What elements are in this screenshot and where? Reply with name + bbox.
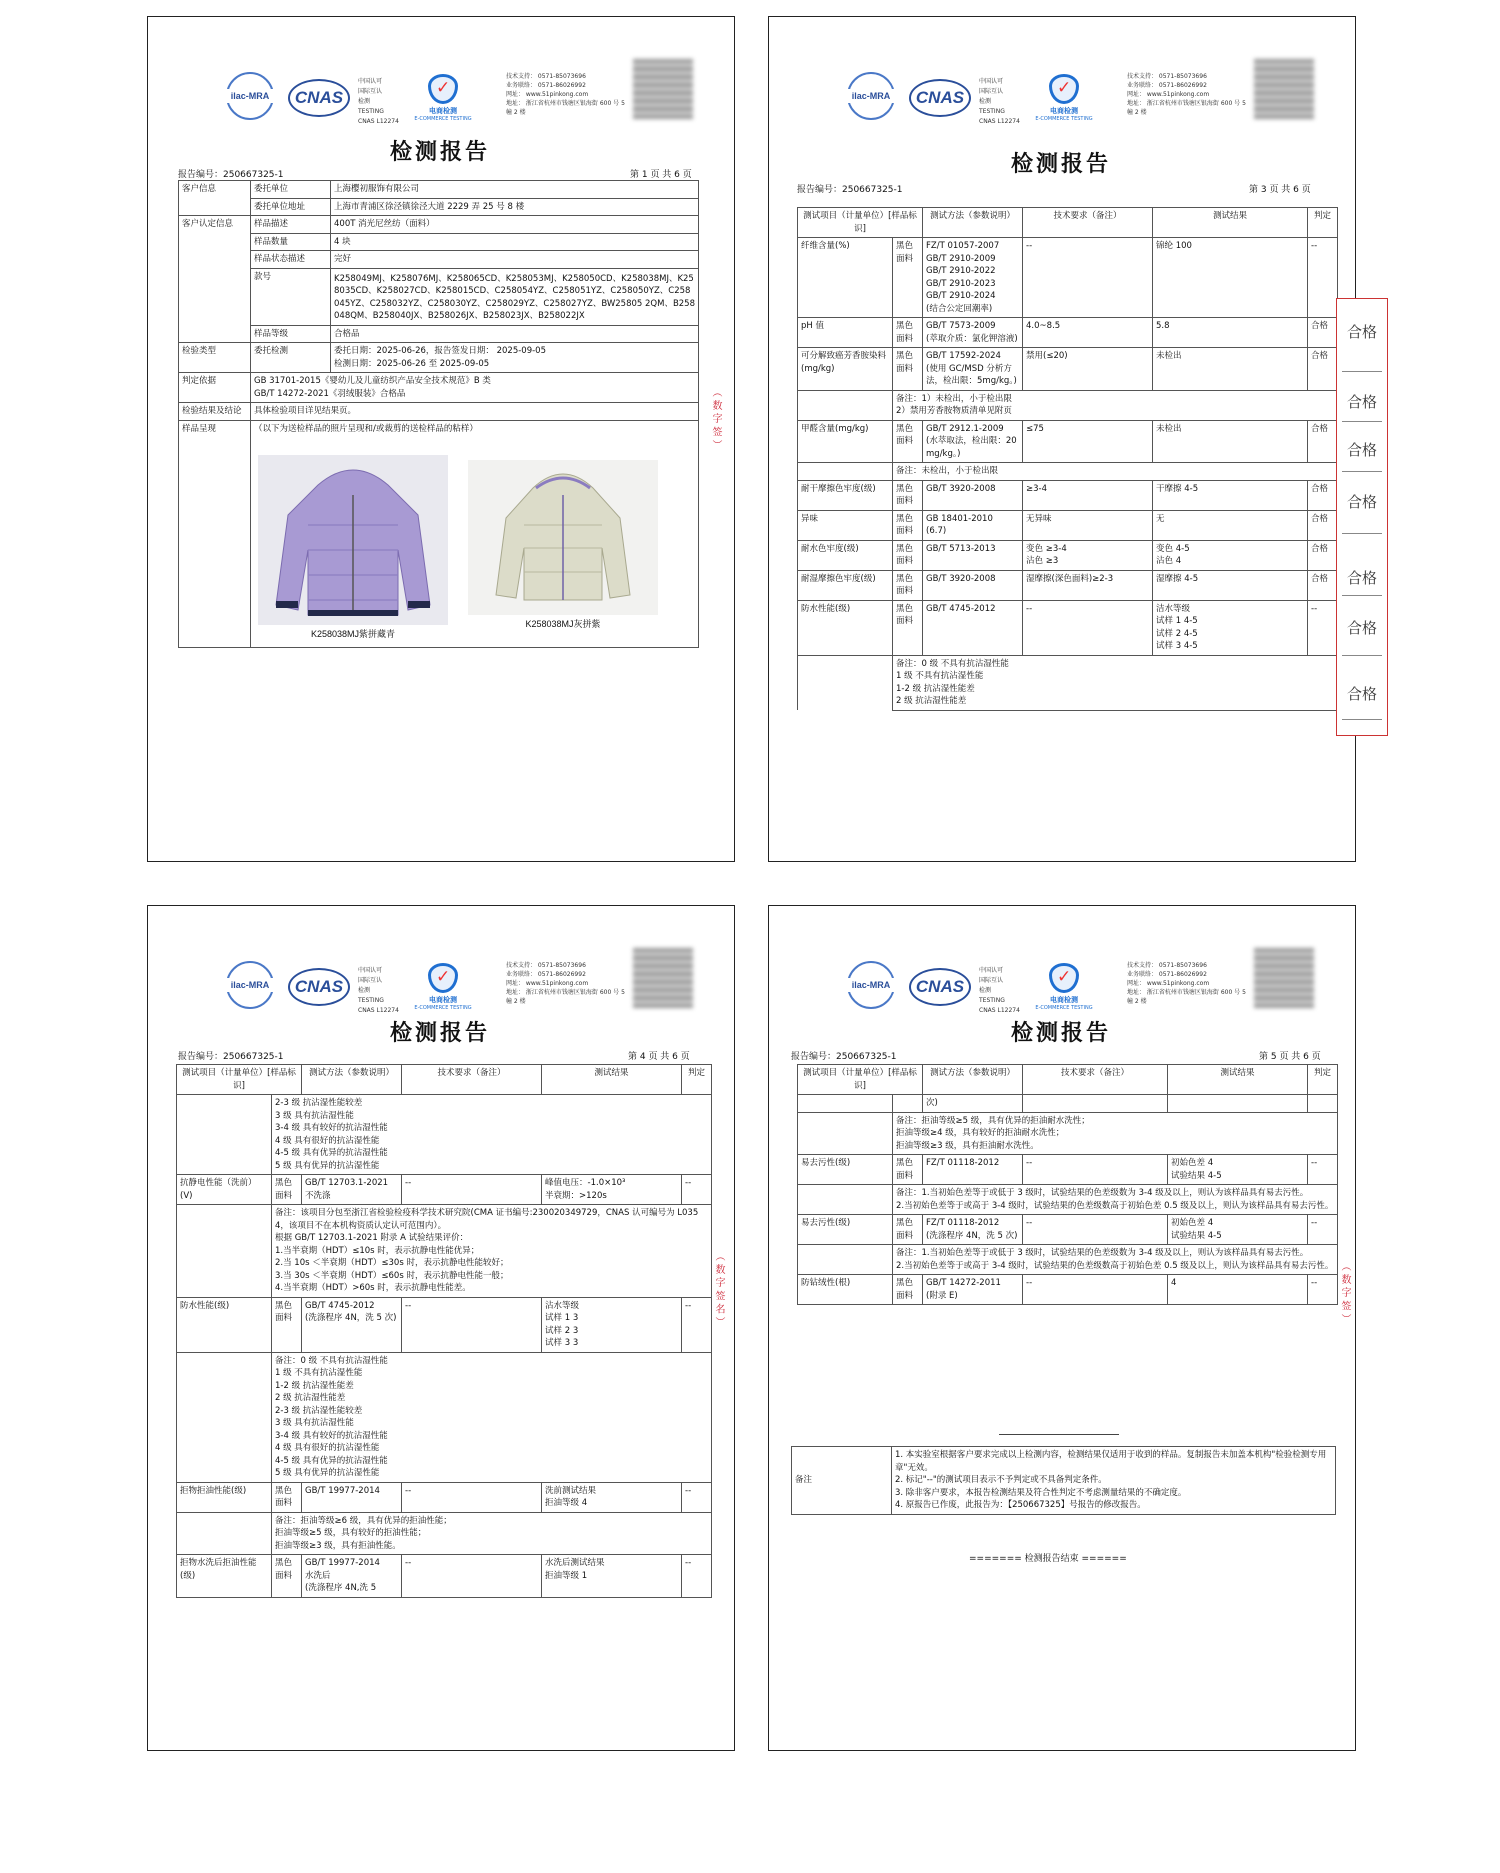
table-note: 备注：1.当初始色差等于或低于 3 级时，试验结果的色差级数为 3-4 级及以上，则认为该样品具有易去污性。 2.当初始色差等于或高于 3-4 级时，试验结果的色差级数高于初始色差 0.5 级及以上，则认为该样品具有易去污性。 [893, 1185, 1338, 1215]
row-label [179, 198, 251, 216]
cell-method: GB/T 4745-2012 [923, 600, 1023, 655]
report-page-5 [768, 905, 1356, 1751]
test-results-table [797, 207, 1338, 711]
cell-judge [1308, 1095, 1338, 1113]
cell-item: 防钻绒性(根) [798, 1275, 893, 1305]
digital-signature-mark: （ 数 字 签 ） [1339, 1261, 1350, 1324]
table-row [798, 390, 1338, 420]
photo-caption: K258038MJ紫拼藏青 [310, 629, 396, 639]
cell-req: 无异味 [1023, 510, 1153, 540]
table-header-row [798, 208, 1338, 238]
cell-judge: 合格 [1308, 348, 1338, 391]
cell-result: 洁水等级 试样 1 4-5 试样 2 4-5 试样 3 4-5 [1153, 600, 1308, 655]
table-note: 备注：未检出，小于检出限 [893, 463, 1338, 481]
cell-judge: 合格 [1308, 510, 1338, 540]
cell-result: 水洗后测试结果 拒油等级 1 [542, 1555, 682, 1598]
cell-result: 变色 4-5 沾色 4 [1153, 540, 1308, 570]
shield-check-icon [1049, 963, 1079, 993]
table-row [177, 1352, 712, 1482]
row-label: 判定依据 [179, 373, 251, 403]
cell-req: -- [1023, 600, 1153, 655]
note-spacer [177, 1352, 272, 1482]
row-value: 完好 [331, 251, 699, 269]
ecommerce-testing-logo-icon: ✓ 电商检测 E-COMMERCE TESTING [413, 74, 473, 122]
contact-info: 技术支持： 0571-85073696 业务联络： 0571-86026992 网址： www.51pinkong.com 地址： 浙江省杭州市钱塘区银海街 600 号 5 幢 2 楼 [1127, 73, 1246, 116]
table-row [798, 655, 1338, 710]
table-note: 2-3 级 抗沾湿性能较差 3 级 具有抗沾湿性能 3-4 级 具有较好的抗沾湿性能 4 级 具有很好的抗沾湿性能 4-5 级 具有优异的抗沾湿性能 5 级 具有优异的抗沾湿性能 [272, 1095, 712, 1175]
cell-method: GB/T 2912.1-2009 (水萃取法，检出限：20mg/kg。) [923, 420, 1023, 463]
cell-req: -- [1023, 1215, 1168, 1245]
report-number: 报告编号：250667325-1 [797, 185, 903, 195]
table-row [798, 348, 1338, 391]
cell-item: 耐湿摩擦色牢度(级) [798, 570, 893, 600]
table-row [798, 570, 1338, 600]
cell-item: 拒物水洗后拒油性能(级) [177, 1555, 272, 1598]
sample-photo-purple [258, 455, 448, 640]
table-row [798, 1095, 1338, 1113]
cell-result: 湿摩擦 4-5 [1153, 570, 1308, 600]
report-title: 检测报告 [1011, 151, 1112, 177]
note-spacer [798, 655, 893, 710]
report-page-4 [147, 905, 735, 1751]
table-row [798, 1112, 1338, 1155]
column-header: 判定 [1308, 208, 1338, 238]
qr-code-icon [633, 948, 693, 1008]
divider [999, 1434, 1119, 1435]
table-row [177, 1555, 712, 1598]
test-results-table [797, 1064, 1338, 1305]
page-number: 第 3 页 共 6 页 [1249, 185, 1311, 195]
cnas-cert-text: 中国认可 国际互认 检测 TESTING CNAS L12274 [979, 78, 1020, 125]
cnas-cert-text: 中国认可 国际互认 检测 TESTING CNAS L12274 [979, 967, 1020, 1014]
cell-method: FZ/T 01118-2012 (洗涤程序 4N，洗 5 次) [923, 1215, 1023, 1245]
report-number: 报告编号：250667325-1 [791, 1052, 897, 1062]
divider [1342, 655, 1382, 656]
cell-result [1168, 1095, 1308, 1113]
sample-photo-grey [468, 460, 658, 630]
table-row [177, 1095, 712, 1175]
cnas-logo-icon: CNAS [909, 968, 971, 1006]
table-row [179, 181, 699, 199]
cell-method: GB/T 4745-2012 (洗涤程序 4N，洗 5 次) [302, 1297, 402, 1352]
table-row [798, 510, 1338, 540]
ecommerce-testing-logo-icon: ✓ 电商检测 E-COMMERCE TESTING [1034, 74, 1094, 122]
cell-result: 5.8 [1153, 318, 1308, 348]
qualified-label: 合格 [1346, 685, 1377, 703]
divider [1342, 533, 1382, 534]
ecommerce-testing-logo-icon: ✓ 电商检测 E-COMMERCE TESTING [413, 963, 473, 1011]
table-row [179, 198, 699, 216]
table-row [798, 463, 1338, 481]
row-field: 委托单位地址 [251, 198, 331, 216]
table-note: 备注：0 级 不具有抗沾湿性能 1 级 不具有抗沾湿性能 1-2 级 抗沾湿性能差 2 级 抗沾湿性能差 2-3 级 抗沾湿性能较差 3 级 具有抗沾湿性能 3-4 级 具有较好的抗沾湿性能 4 级 具有很好的抗沾湿性能 4-5 级 具有优异的抗沾湿性能 5 级 具有优异的抗沾湿性能 [272, 1352, 712, 1482]
row-value: （以下为送检样品的照片呈现和/或裁剪的送检样品的粘样） K258038MJ紫拼藏青 K258038MJ灰拼紫 [251, 420, 699, 648]
cnas-cert-text: 中国认可 国际互认 检测 TESTING CNAS L12274 [358, 967, 399, 1014]
row-label: 样品呈现 [179, 420, 251, 648]
row-label [179, 268, 251, 325]
cell-req: -- [402, 1482, 542, 1512]
row-field: 委托检测 [251, 343, 331, 373]
column-header: 测试项目（计量单位）[样品标识] [177, 1065, 302, 1095]
table-row [798, 1275, 1338, 1305]
cell-result: 干摩擦 4-5 [1153, 480, 1308, 510]
cell-method: 次) [923, 1095, 1023, 1113]
cell-judge: -- [682, 1175, 712, 1205]
table-row [177, 1205, 712, 1298]
row-value: 400T 消光尼丝纺（面料） [331, 216, 699, 234]
note-spacer [177, 1095, 272, 1175]
column-header: 测试结果 [1168, 1065, 1308, 1095]
column-header: 测试项目（计量单位）[样品标识] [798, 208, 923, 238]
cell-sample: 黑色面料 [893, 480, 923, 510]
table-row [177, 1297, 712, 1352]
table-note: 备注：1.当初始色差等于或低于 3 级时，试验结果的色差级数为 3-4 级及以上，则认为该样品具有易去污性。 2.当初始色差等于或高于 3-4 级时，试验结果的色差级数高于初始色差 0.5 级及以上，则认为该样品具有易去污性。 [893, 1245, 1338, 1275]
table-row [179, 233, 699, 251]
note-spacer [798, 1245, 893, 1275]
cell-sample [893, 1095, 923, 1113]
page-number: 第 5 页 共 6 页 [1259, 1052, 1321, 1062]
cell-method: GB/T 17592-2024 (使用 GC/MSD 分析方法，检出限：5mg/kg。) [923, 348, 1023, 391]
row-value: 上海樱初服饰有限公司 [331, 181, 699, 199]
report-number: 报告编号：250667325-1 [178, 1052, 284, 1062]
cell-method: GB/T 14272-2011 (附录 E) [923, 1275, 1023, 1305]
row-field: 委托单位 [251, 181, 331, 199]
cell-method: GB/T 3920-2008 [923, 570, 1023, 600]
cell-sample: 黑色面料 [893, 540, 923, 570]
cell-judge: -- [682, 1555, 712, 1598]
sample-photos [254, 445, 695, 645]
contact-info: 技术支持： 0571-85073696 业务联络： 0571-86026992 网址： www.51pinkong.com 地址： 浙江省杭州市钱塘区银海街 600 号 5 幢 2 楼 [506, 962, 625, 1005]
qualified-label: 合格 [1346, 493, 1377, 511]
cell-method: GB/T 19977-2014 [302, 1482, 402, 1512]
table-row [179, 216, 699, 234]
cell-item: 异味 [798, 510, 893, 540]
column-header: 判定 [682, 1065, 712, 1095]
column-header: 判定 [1308, 1065, 1338, 1095]
cnas-logo-icon: CNAS [288, 968, 350, 1006]
cell-judge: 合格 [1308, 420, 1338, 463]
report-page-1 [147, 16, 735, 862]
row-label: 客户认定信息 [179, 216, 251, 234]
digital-signature-mark: （ 数 字 签 名 ） [713, 1251, 724, 1327]
cell-judge: -- [1308, 1155, 1338, 1185]
row-label [179, 233, 251, 251]
table-row [798, 1245, 1338, 1275]
cell-result: 初始色差 4 试验结果 4-5 [1168, 1215, 1308, 1245]
column-header: 测试项目（计量单位）[样品标识] [798, 1065, 923, 1095]
column-header: 测试结果 [1153, 208, 1308, 238]
divider [1342, 719, 1382, 720]
cell-item: 拒物拒油性能(级) [177, 1482, 272, 1512]
divider [1342, 371, 1382, 372]
cell-judge: -- [682, 1482, 712, 1512]
row-label [179, 251, 251, 269]
cell-item: 甲醛含量(mg/kg) [798, 420, 893, 463]
cell-sample: 黑色面料 [893, 318, 923, 348]
shield-check-icon [428, 963, 458, 993]
table-row [177, 1512, 712, 1555]
ilac-logo-icon: ilac-MRA [226, 72, 274, 120]
cell-req: -- [1023, 238, 1153, 318]
table-header-row [177, 1065, 712, 1095]
cell-sample: 黑色面料 [272, 1297, 302, 1352]
cell-sample: 黑色面料 [272, 1555, 302, 1598]
divider [1342, 595, 1382, 596]
cell-result: 洗前测试结果 拒油等级 4 [542, 1482, 682, 1512]
cell-judge: 合格 [1308, 540, 1338, 570]
cell-req: 湿摩擦(深色面料)≥2-3 [1023, 570, 1153, 600]
table-row [179, 373, 699, 403]
row-value: K258049MJ、K258076MJ、K258065CD、K258053MJ、K258050CD、K258038MJ、K258035CD、K258027CD、K258015CD、C258054YZ、C258051YZ、C258050YZ、C258045YZ、C258032YZ、C258030YZ、C258029YZ、C258027YZ、BW25805 2QM、B258048QM、B258040JX、B258026JX、B258023JX、B258022JX [331, 268, 699, 325]
cell-item: 防水性能(级) [177, 1297, 272, 1352]
cell-sample: 黑色面料 [893, 420, 923, 463]
table-row [798, 238, 1338, 318]
cell-item: 纤维含量(%) [798, 238, 893, 318]
row-value: GB 31701-2015《婴幼儿及儿童纺织产品安全技术规范》B 类 GB/T 14272-2021《羽绒服装》合格品 [251, 373, 699, 403]
ilac-logo-icon: ilac-MRA [847, 961, 895, 1009]
cell-method: GB/T 3920-2008 [923, 480, 1023, 510]
cell-judge: 合格 [1308, 318, 1338, 348]
report-end-marker: ======= 检测报告结束 ====== [969, 1554, 1127, 1564]
cell-item: pH 值 [798, 318, 893, 348]
cell-judge: -- [1308, 1215, 1338, 1245]
cell-result: 未检出 [1153, 420, 1308, 463]
shield-check-icon [428, 74, 458, 104]
table-row [179, 420, 699, 648]
table-note: 备注：拒油等级≥6 级，具有优异的拒油性能； 拒油等级≥5 级，具有较好的拒油性能； 拒油等级≥3 级，具有拒油性能。 [272, 1512, 712, 1555]
column-header: 技术要求（备注） [1023, 1065, 1168, 1095]
table-row [798, 600, 1338, 655]
cell-result: 峰值电压：-1.0×10³ 半衰期：>120s [542, 1175, 682, 1205]
cell-result: 沾水等级 试样 1 3 试样 2 3 试样 3 3 [542, 1297, 682, 1352]
cell-req: -- [1023, 1275, 1168, 1305]
table-row [792, 1447, 1336, 1515]
qualified-label: 合格 [1346, 323, 1377, 341]
cell-judge: -- [682, 1297, 712, 1352]
cell-result: 无 [1153, 510, 1308, 540]
cell-judge: 合格 [1308, 570, 1338, 600]
cell-method: GB 18401-2010 (6.7) [923, 510, 1023, 540]
row-value: 上海市青浦区徐泾镇徐泾大道 2229 弄 25 号 8 楼 [331, 198, 699, 216]
cell-sample: 黑色面料 [893, 1275, 923, 1305]
qualified-callout [1336, 298, 1388, 736]
table-row [179, 403, 699, 421]
cell-method: FZ/T 01118-2012 [923, 1155, 1023, 1185]
cell-item: 易去污性(级) [798, 1215, 893, 1245]
row-field: 样品描述 [251, 216, 331, 234]
report-title: 检测报告 [1011, 1020, 1112, 1046]
divider [1342, 471, 1382, 472]
table-row [798, 1215, 1338, 1245]
cell-method: GB/T 12703.1-2021 不洗涤 [302, 1175, 402, 1205]
test-results-table [176, 1064, 712, 1598]
report-number: 报告编号：250667325-1 [178, 170, 284, 180]
cell-sample: 黑色面料 [893, 1215, 923, 1245]
ecommerce-testing-logo-icon: ✓ 电商检测 E-COMMERCE TESTING [1034, 963, 1094, 1011]
cell-item: 可分解致癌芳香胺染料(mg/kg) [798, 348, 893, 391]
cell-req: ≥3-4 [1023, 480, 1153, 510]
column-header: 测试方法（参数说明） [923, 208, 1023, 238]
qualified-label: 合格 [1346, 569, 1377, 587]
cell-method: GB/T 7573-2009 (萃取介质：氯化钾溶液) [923, 318, 1023, 348]
cell-sample: 黑色面料 [893, 510, 923, 540]
cnas-logo-icon: CNAS [288, 79, 350, 117]
cell-judge: -- [1308, 1275, 1338, 1305]
cell-result: 锦纶 100 [1153, 238, 1308, 318]
cell-sample: 黑色面料 [893, 600, 923, 655]
cell-judge: 合格 [1308, 480, 1338, 510]
note-spacer [798, 390, 893, 420]
column-header: 技术要求（备注） [1023, 208, 1153, 238]
row-label [179, 325, 251, 343]
cell-result: 未检出 [1153, 348, 1308, 391]
cell-sample: 黑色面料 [272, 1482, 302, 1512]
cell-item: 耐干摩擦色牢度(级) [798, 480, 893, 510]
page-number: 第 4 页 共 6 页 [628, 1052, 690, 1062]
table-row [177, 1175, 712, 1205]
ilac-logo-icon: ilac-MRA [847, 72, 895, 120]
photo-caption: K258038MJ灰拼紫 [525, 619, 601, 629]
cell-judge: -- [1308, 238, 1338, 318]
cell-result: 4 [1168, 1275, 1308, 1305]
table-row [179, 343, 699, 373]
column-header: 测试方法（参数说明） [923, 1065, 1023, 1095]
row-value: 合格品 [331, 325, 699, 343]
row-value: 具体检验项目详见结果页。 [251, 403, 699, 421]
cell-item: 防水性能(级) [798, 600, 893, 655]
digital-signature-mark: （ 数 字 签 ） [710, 387, 721, 450]
cell-item [798, 1095, 893, 1113]
ilac-logo-icon: ilac-MRA [226, 961, 274, 1009]
cell-item: 易去污性(级) [798, 1155, 893, 1185]
table-note: 备注：该项目分包至浙江省检验检疫科学技术研究院(CMA 证书编号:230020349729，CNAS 认可编号为 L0354，该项目不在本机构资质认定认可范围内）。 根据 GB/T 12703.1-2021 附录 A 试验结果评价： 1.当半衰期（HDT）≤10s 时，表示抗静电性能优异； 2.当 10s ＜半衰期（HDT）≤30s 时，表示抗静电性能较好； 3.当 30s ＜半衰期（HDT）≤60s 时，表示抗静电性能一般； 4.当半衰期（HDT）>60s 时，表示抗静电性能差。 [272, 1205, 712, 1298]
table-note: 备注：拒油等级≥5 级，具有优异的拒油耐水洗性； 拒油等级≥4 级，具有较好的拒油耐水洗性； 拒油等级≥3 级，具有拒油耐水洗性。 [893, 1112, 1338, 1155]
table-note: 备注：1）未检出，小于检出限 2）禁用芳香胺物质清单见附页 [893, 390, 1338, 420]
table-row [177, 1482, 712, 1512]
cell-sample: 黑色面料 [272, 1175, 302, 1205]
cnas-cert-text: 中国认可 国际互认 检测 TESTING CNAS L12274 [358, 78, 399, 125]
report-title: 检测报告 [390, 139, 491, 165]
table-header-row [798, 1065, 1338, 1095]
row-label: 客户信息 [179, 181, 251, 199]
table-row [798, 420, 1338, 463]
table-row [798, 480, 1338, 510]
table-row [798, 318, 1338, 348]
column-header: 测试结果 [542, 1065, 682, 1095]
table-row [179, 325, 699, 343]
cell-sample: 黑色面料 [893, 238, 923, 318]
cell-sample: 黑色面料 [893, 570, 923, 600]
qualified-label: 合格 [1346, 441, 1377, 459]
cell-sample: 黑色面料 [893, 348, 923, 391]
table-row [179, 251, 699, 269]
report-title: 检测报告 [390, 1020, 491, 1046]
table-note: 备注：0 级 不具有抗沾湿性能 1 级 不具有抗沾湿性能 1-2 级 抗沾湿性能差 2 级 抗沾湿性能差 [893, 655, 1338, 710]
cnas-logo-icon: CNAS [909, 79, 971, 117]
cell-method: GB/T 5713-2013 [923, 540, 1023, 570]
row-label: 检验类型 [179, 343, 251, 373]
remarks-table [791, 1446, 1336, 1515]
note-spacer [798, 1185, 893, 1215]
cell-result: 初始色差 4 试验结果 4-5 [1168, 1155, 1308, 1185]
row-value: 委托日期：2025-06-26，报告签发日期： 2025-09-05 检测日期：2025-06-26 至 2025-09-05 [331, 343, 699, 373]
note-spacer [798, 463, 893, 481]
table-row [179, 268, 699, 325]
cell-req: 禁用(≤20) [1023, 348, 1153, 391]
qr-code-icon [1254, 59, 1314, 119]
remarks-label: 备注 [792, 1447, 892, 1515]
cell-req: ≤75 [1023, 420, 1153, 463]
cell-judge: -- [1308, 600, 1338, 655]
cell-item: 抗静电性能（洗前）(V) [177, 1175, 272, 1205]
cell-item: 耐水色牢度(级) [798, 540, 893, 570]
qr-code-icon [1254, 948, 1314, 1008]
contact-info: 技术支持： 0571-85073696 业务联络： 0571-86026992 网址： www.51pinkong.com 地址： 浙江省杭州市钱塘区银海街 600 号 5 幢 2 楼 [506, 73, 625, 116]
qr-code-icon [633, 59, 693, 119]
remarks-text: 1. 本实验室根据客户要求完成以上检测内容，检测结果仅适用于收到的样品。复制报告未加盖本机构"检验检测专用章"无效。 2. 标记"--"的测试项目表示不予判定或不具备判定条件。 3. 除非客户要求，本报告检测结果及符合性判定不考虑测量结果的不确定度。 4. 原报告已作废，此报告为：【250667325】号报告的修改报告。 [892, 1447, 1336, 1515]
column-header: 技术要求（备注） [402, 1065, 542, 1095]
row-value: 4 块 [331, 233, 699, 251]
page-number: 第 1 页 共 6 页 [630, 170, 692, 180]
jacket-purple-image [258, 455, 448, 625]
cell-req: -- [402, 1555, 542, 1598]
qualified-label: 合格 [1346, 393, 1377, 411]
shield-check-icon [1049, 74, 1079, 104]
cell-req: -- [402, 1175, 542, 1205]
contact-info: 技术支持： 0571-85073696 业务联络： 0571-86026992 网址： www.51pinkong.com 地址： 浙江省杭州市钱塘区银海街 600 号 5 幢 2 楼 [1127, 962, 1246, 1005]
row-field: 样品等级 [251, 325, 331, 343]
cell-req: 4.0~8.5 [1023, 318, 1153, 348]
cell-method: GB/T 19977-2014 水洗后 (洗涤程序 4N,洗 5 [302, 1555, 402, 1598]
column-header: 测试方法（参数说明） [302, 1065, 402, 1095]
row-label: 检验结果及结论 [179, 403, 251, 421]
jacket-grey-image [468, 460, 658, 615]
cell-method: FZ/T 01057-2007 GB/T 2910-2009 GB/T 2910-2022 GB/T 2910-2023 GB/T 2910-2024 (结合公定回潮率) [923, 238, 1023, 318]
note-spacer [798, 1112, 893, 1155]
table-row [798, 540, 1338, 570]
report-page-3 [768, 16, 1356, 862]
row-field: 样品数量 [251, 233, 331, 251]
cell-sample: 黑色面料 [893, 1155, 923, 1185]
note-spacer [177, 1205, 272, 1298]
cell-req [1023, 1095, 1168, 1113]
cell-req: -- [1023, 1155, 1168, 1185]
note-spacer [177, 1512, 272, 1555]
row-field: 款号 [251, 268, 331, 325]
client-info-table [178, 180, 699, 648]
table-row [798, 1185, 1338, 1215]
divider [1342, 421, 1382, 422]
row-field: 样品状态描述 [251, 251, 331, 269]
table-row [798, 1155, 1338, 1185]
cell-req: 变色 ≥3-4 沾色 ≥3 [1023, 540, 1153, 570]
cell-req: -- [402, 1297, 542, 1352]
qualified-label: 合格 [1346, 619, 1377, 637]
